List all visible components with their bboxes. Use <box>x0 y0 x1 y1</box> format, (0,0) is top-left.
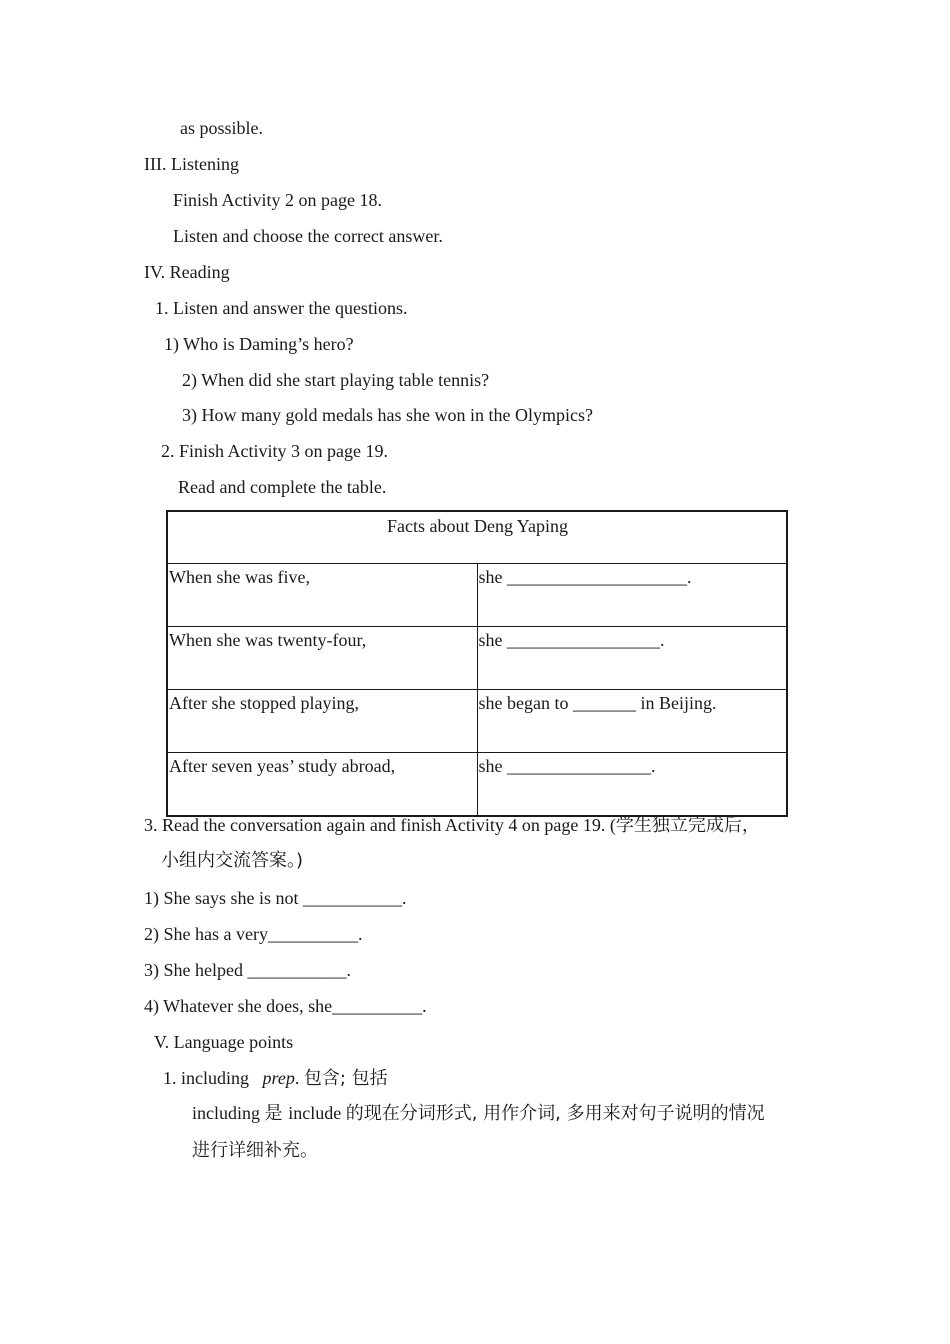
table-cell-left: After she stopped playing, <box>167 690 477 753</box>
expl-word: including <box>192 1103 265 1123</box>
question-3: 3) How many gold medals has she won in the Olympics? <box>182 405 593 425</box>
question-1: 1) Who is Daming’s hero? <box>164 334 354 354</box>
table-cell-right: she ____________________. <box>477 564 787 627</box>
table-cell-right: she _________________. <box>477 627 787 690</box>
table-cell-left: When she was five, <box>167 564 477 627</box>
table-row <box>167 690 787 753</box>
table-cell-left: When she was twenty-four, <box>167 627 477 690</box>
language-item-dot: . <box>294 1068 304 1088</box>
table-row <box>167 627 787 690</box>
line-listen-answer: 1. Listen and answer the questions. <box>155 298 408 318</box>
activity-4-intro-cn: 学生独立完成后， <box>615 815 760 836</box>
language-item-meaning: 包含; 包括 <box>303 1068 388 1089</box>
activity-4-intro-en: 3. Read the conversation again and finish Activity 4 on page 19. ( <box>144 815 616 835</box>
heading-reading: IV. Reading <box>144 262 230 282</box>
heading-listening: III. Listening <box>144 154 239 174</box>
activity-4-item: 2) She has a very__________. <box>144 924 363 944</box>
language-item-pos: prep <box>262 1068 295 1088</box>
table-cell-left: After seven yeas’ study abroad, <box>167 753 477 817</box>
language-explanation-cont: 进行详细补充。 <box>192 1140 318 1161</box>
table-row <box>167 753 787 817</box>
line-as-possible: as possible. <box>180 118 263 138</box>
expl-cn-1: 是 <box>264 1103 289 1124</box>
language-item-1 <box>163 1067 388 1090</box>
heading-language-points: V. Language points <box>154 1032 294 1052</box>
facts-table <box>166 510 788 817</box>
facts-table-title: Facts about Deng Yaping <box>167 511 787 564</box>
expl-word-2: include <box>288 1103 346 1123</box>
activity-4-item: 3) She helped ___________. <box>144 960 351 980</box>
line-listen-choose: Listen and choose the correct answer. <box>173 226 443 246</box>
table-row <box>167 564 787 627</box>
language-item-word: 1. including <box>163 1068 249 1088</box>
question-2: 2) When did she start playing table tennis? <box>182 370 490 390</box>
table-cell-right: she began to _______ in Beijing. <box>477 690 787 753</box>
language-explanation <box>192 1102 765 1125</box>
activity-4-intro-cont: 小组内交流答案。) <box>161 850 304 871</box>
activity-4-item: 1) She says she is not ___________. <box>144 888 407 908</box>
activity-4-item: 4) Whatever she does, she__________. <box>144 996 427 1016</box>
table-cell-right: she ________________. <box>477 753 787 817</box>
line-finish-activity-2: Finish Activity 2 on page 18. <box>173 190 382 210</box>
line-finish-activity-3: 2. Finish Activity 3 on page 19. <box>161 441 388 461</box>
activity-4-intro <box>144 814 760 837</box>
expl-cn-2: 的现在分词形式, 用作介词, 多用来对句子说明的情况 <box>345 1103 765 1124</box>
line-read-complete: Read and complete the table. <box>178 477 387 497</box>
